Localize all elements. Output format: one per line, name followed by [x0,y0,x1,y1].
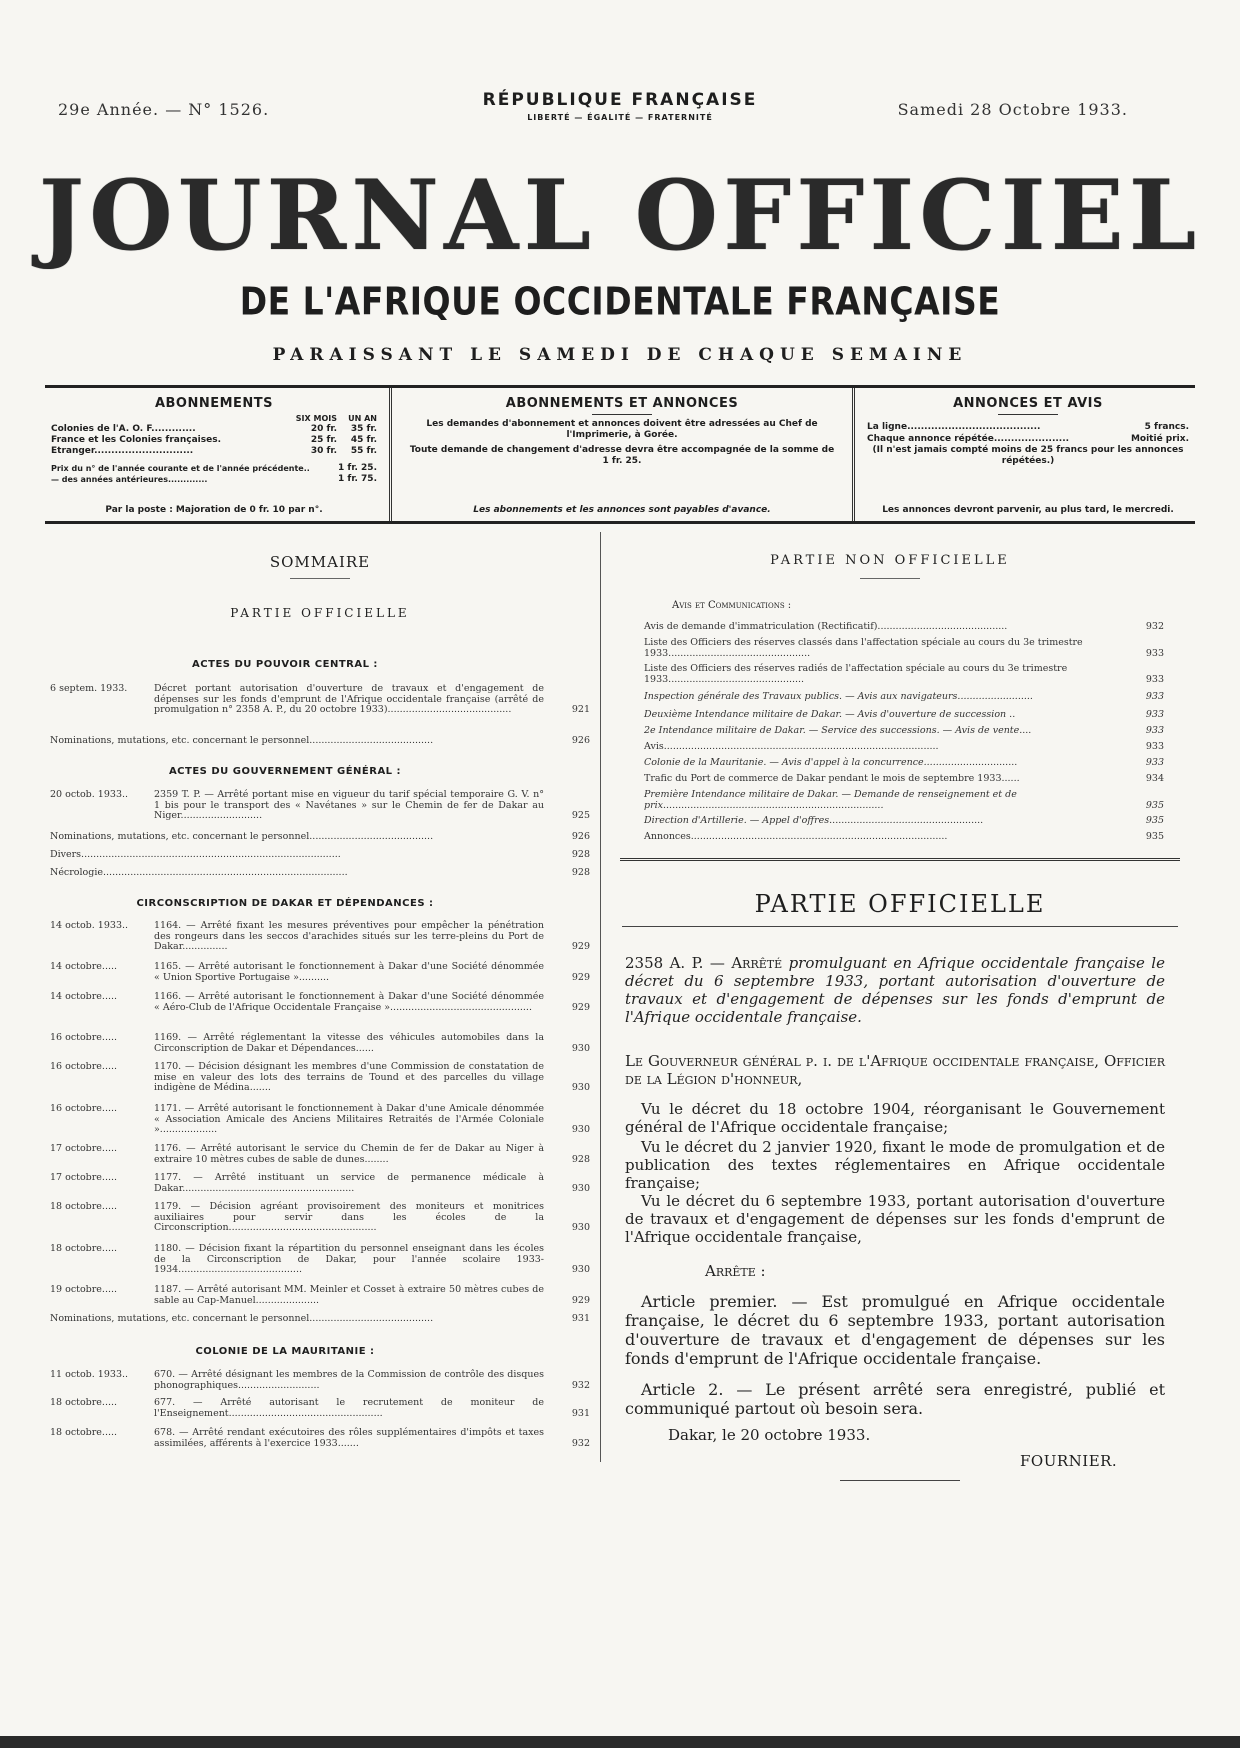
considerant-2: Vu le décret du 2 janvier 1920, fixant le mode de promulgation et de publication des textes réglementaires en Afrique occidentale française; [625,1138,1165,1192]
subscription-box [45,385,1195,524]
masthead-title: JOURNAL OFFICIEL [38,159,1202,272]
toc-entry: Divers...................................................................................... 928 [50,849,590,860]
heading-gouvernement-general: ACTES DU GOUVERNEMENT GÉNÉRAL : [168,766,402,777]
rate-row: Etranger............................. 30 fr. 55 fr. [51,446,377,456]
arrete-label: Arrête : [705,1262,766,1280]
sommaire-title: SOMMAIRE [269,553,371,571]
divider [840,1480,960,1481]
article-1: Article premier. — Est promulgué en Afrique occidentale française, le décret du 6 septembre 1933, portant autorisation d'ouverture de travaux et d'engagement de dépenses sur les fonds d'emprunt de l'Afrique occidentale française. [625,1292,1165,1368]
deadline-notice: Les annonces devront parvenir, au plus tard, le mercredi. [882,505,1174,515]
column-divider [600,532,601,1462]
avis-entry: 2e Intendance militaire de Dakar. — Service des successions. — Avis de vente.... 933 [644,725,1164,736]
republic-block [420,90,820,122]
non-officielle-title: PARTIE NON OFFICIELLE [770,553,1010,568]
toc-entry: 17 octobre..... 1177. — Arrêté instituant un service de permanence médicale à Dakar......................................................... 930 [50,1172,590,1194]
issue-number: 29e Année. — N° 1526. [58,100,270,119]
avis-entry: Colonie de la Mauritanie. — Avis d'appel à la concurrence............................... 933 [644,757,1164,768]
toc-entry: 16 octobre..... 1169. — Arrêté réglementant la vitesse des véhicules automobiles dans la Circonscription de Dakar et Dépendances...... 930 [50,1032,590,1054]
avis-entry: Première Intendance militaire de Dakar. — Demande de renseignement et de prix......................................................................... 935 [644,789,1164,811]
partie-officielle-sub: PARTIE OFFICIELLE [230,606,410,620]
avis-entry: Trafic du Port de commerce de Dakar pendant le mois de septembre 1933...... 934 [644,773,1164,784]
article-2: Article 2. — Le présent arrêté sera enregistré, publié et communiqué partout où besoin sera. [625,1380,1165,1418]
abonnements-title: ABONNEMENTS [154,396,274,411]
payment-notice: Les abonnements et les annonces sont payables d'avance. [473,505,771,515]
avis-entry: Liste des Officiers des réserves classés dans l'affectation spéciale au cours du 3e trimestre 1933............................................... 933 [644,637,1164,659]
avis-entry: Annonces..................................................................................... 935 [644,831,1164,842]
address-notice: Les demandes d'abonnement et annonces doivent être adressées au Chef de l'Imprimerie, à Gorée. [426,419,818,440]
toc-entry: Nominations, mutations, etc. concernant le personnel......................................... 926 [50,831,590,842]
partie-officielle-title: PARTIE OFFICIELLE [754,890,1046,918]
annonces-avis-column [861,388,1195,521]
toc-entry: 11 octob. 1933.. 670. — Arrêté désignant les membres de la Commission de contrôle des disques phonographiques........................... 932 [50,1369,590,1391]
considerant-1: Vu le décret du 18 octobre 1904, réorganisant le Gouvernement général de l'Afrique occidentale française; [625,1100,1165,1136]
avis-entry: Liste des Officiers des réserves radiés de l'affectation spéciale au cours du 3e trimestre 1933............................................. 933 [644,663,1164,685]
toc-entry: 19 octobre..... 1187. — Arrêté autorisant MM. Meinler et Cosset à extraire 50 mètres cubes de sable au Cap-Manuel..................... 929 [50,1284,590,1306]
rate-row: Colonies de l'A. O. F............. 20 fr. 35 fr. [51,424,377,434]
rate-row: France et les Colonies françaises. 25 fr. 45 fr. [51,435,377,445]
avis-entry: Avis........................................................................................... 933 [644,741,1164,752]
abonnements-annonces-column [389,388,855,521]
tagline: PARAISSANT LE SAMEDI DE CHAQUE SEMAINE [272,345,968,365]
divider [860,578,920,579]
price-current-row: Prix du n° de l'année courante et de l'année précédente.. 1 fr. 25. [51,463,377,473]
address-change-notice: Toute demande de changement d'adresse devra être accompagnée de la somme de 1 fr. 25. [409,445,835,466]
post-surcharge: Par la poste : Majoration de 0 fr. 10 par n°. [105,505,323,515]
masthead-subtitle: DE L'AFRIQUE OCCIDENTALE FRANÇAISE [239,279,1001,324]
republic-title: RÉPUBLIQUE FRANÇAISE [482,90,758,110]
repeat-price: Chaque annonce répétée...................... Moitié prix. [867,434,1189,444]
toc-entry: 16 octobre..... 1170. — Décision désignant les membres d'une Commission de constatation de mise en valeur des lots des terrains de Tound et des parcelles du village indigène de Médina....... 930 [50,1061,590,1093]
one-year-header: UN AN [348,414,377,423]
toc-entry: 6 septem. 1933. Décret portant autorisation d'ouverture de travaux et d'engagement de dépenses sur les fonds d'emprunt de l'Afrique occidentale française (arrêté de promulgation n° 2358 A. P., du 20 octobre 1933)......................................... 921 [50,683,590,715]
page-edge [0,1736,1240,1748]
section-rule [620,858,1180,861]
abonnements-annonces-title: ABONNEMENTS ET ANNONCES [505,396,739,411]
divider [622,926,1178,927]
arrete-title: 2358 A. P. — Arrêté promulguant en Afrique occidentale française le décret du 6 septembre 1933, portant autorisation d'ouverture de travaux et d'engagement de dépenses sur les fonds d'emprunt de l'Afrique occidentale française. [625,954,1165,1026]
toc-entry: 18 octobre..... 678. — Arrêté rendant exécutoires des rôles supplémentaires d'impôts et taxes assimilées, afférents à l'exercice 1933....... 932 [50,1427,590,1449]
signature: FOURNIER. [1020,1452,1118,1470]
considerant-3: Vu le décret du 6 septembre 1933, portant autorisation d'ouverture de travaux et d'engagement de dépenses sur les fonds d'emprunt de l'Afrique occidentale française, [625,1192,1165,1246]
divider [290,578,350,579]
heading-dakar: CIRCONSCRIPTION DE DAKAR ET DÉPENDANCES : [136,898,434,909]
toc-entry: 17 octobre..... 1176. — Arrêté autorisant le service du Chemin de fer de Dakar au Niger à extraire 10 mètres cubes de sable de dunes........ 928 [50,1143,590,1165]
issue-date: Samedi 28 Octobre 1933. [897,100,1128,119]
heading-pouvoir-central: ACTES DU POUVOIR CENTRAL : [192,659,378,670]
avis-entry: Deuxième Intendance militaire de Dakar. — Avis d'ouverture de succession .. 933 [644,709,1164,720]
price-previous-row: — des années antérieures............. 1 fr. 75. [51,474,377,484]
avis-entry: Direction d'Artillerie. — Appel d'offres................................................... 935 [644,815,1164,826]
toc-entry: 14 octobre..... 1166. — Arrêté autorisant le fonctionnement à Dakar d'une Société dénommée « Aéro-Club de l'Afrique Occidentale Française »............................................... 929 [50,991,590,1013]
avis-entry: Inspection générale des Travaux publics. — Avis aux navigateurs......................... 933 [644,691,1164,702]
avis-entry: Avis de demande d'immatriculation (Rectificatif)........................................... 932 [644,621,1164,632]
six-months-header: SIX MOIS [295,414,337,423]
toc-entry: 14 octob. 1933.. 1164. — Arrêté fixant les mesures préventives pour empêcher la pénétration des rongeurs dans les seccos d'arachides situés sur les terre-pleins du Port de Dakar............... 929 [50,920,590,952]
minimum-note: (Il n'est jamais compté moins de 25 francs pour les annonces répétées.) [872,445,1184,466]
toc-entry: Nécrologie................................................................................. 928 [50,867,590,878]
toc-entry: 14 octobre..... 1165. — Arrêté autorisant le fonctionnement à Dakar d'une Société dénommée « Union Sportive Portugaise ».......... 929 [50,961,590,983]
toc-entry: 20 octob. 1933.. 2359 T. P. — Arrêté portant mise en vigueur du tarif spécial temporaire G. V. n° 1 bis pour le transport des « Navétanes » sur le Chemin de fer de Dakar au Niger........................... 925 [50,789,590,821]
toc-entry: Nominations, mutations, etc. concernant le personnel......................................... 926 [50,735,590,746]
line-price: La ligne....................................... 5 francs. [867,422,1189,432]
place-date: Dakar, le 20 octobre 1933. [668,1426,871,1444]
abonnements-column [45,388,383,521]
toc-entry: 18 octobre..... 1179. — Décision agréant provisoirement des moniteurs et monitrices auxiliaires pour servir dans les écoles de la Circonscription................................................. 930 [50,1201,590,1233]
toc-entry: Nominations, mutations, etc. concernant le personnel......................................... 931 [50,1313,590,1324]
motto: LIBERTÉ — ÉGALITÉ — FRATERNITÉ [527,113,713,122]
annonces-avis-title: ANNONCES ET AVIS [953,396,1103,411]
governor-line: Le Gouverneur général p. i. de l'Afrique occidentale française, Officier de la Légion d'honneur, [625,1052,1165,1088]
avis-heading: Avis et Communications : [672,600,792,611]
heading-mauritanie: COLONIE DE LA MAURITANIE : [195,1346,375,1357]
toc-entry: 16 octobre..... 1171. — Arrêté autorisant le fonctionnement à Dakar d'une Amicale dénommée « Association Amicale des Anciens Militaires Retraités de l'Armée Coloniale »................... 930 [50,1103,590,1135]
toc-entry: 18 octobre..... 677. — Arrêté autorisant le recrutement de moniteur de l'Enseignement................................................... 931 [50,1397,590,1419]
toc-entry: 18 octobre..... 1180. — Décision fixant la répartition du personnel enseignant dans les écoles de la Circonscription de Dakar, pour l'année scolaire 1933-1934......................................... 930 [50,1243,590,1275]
